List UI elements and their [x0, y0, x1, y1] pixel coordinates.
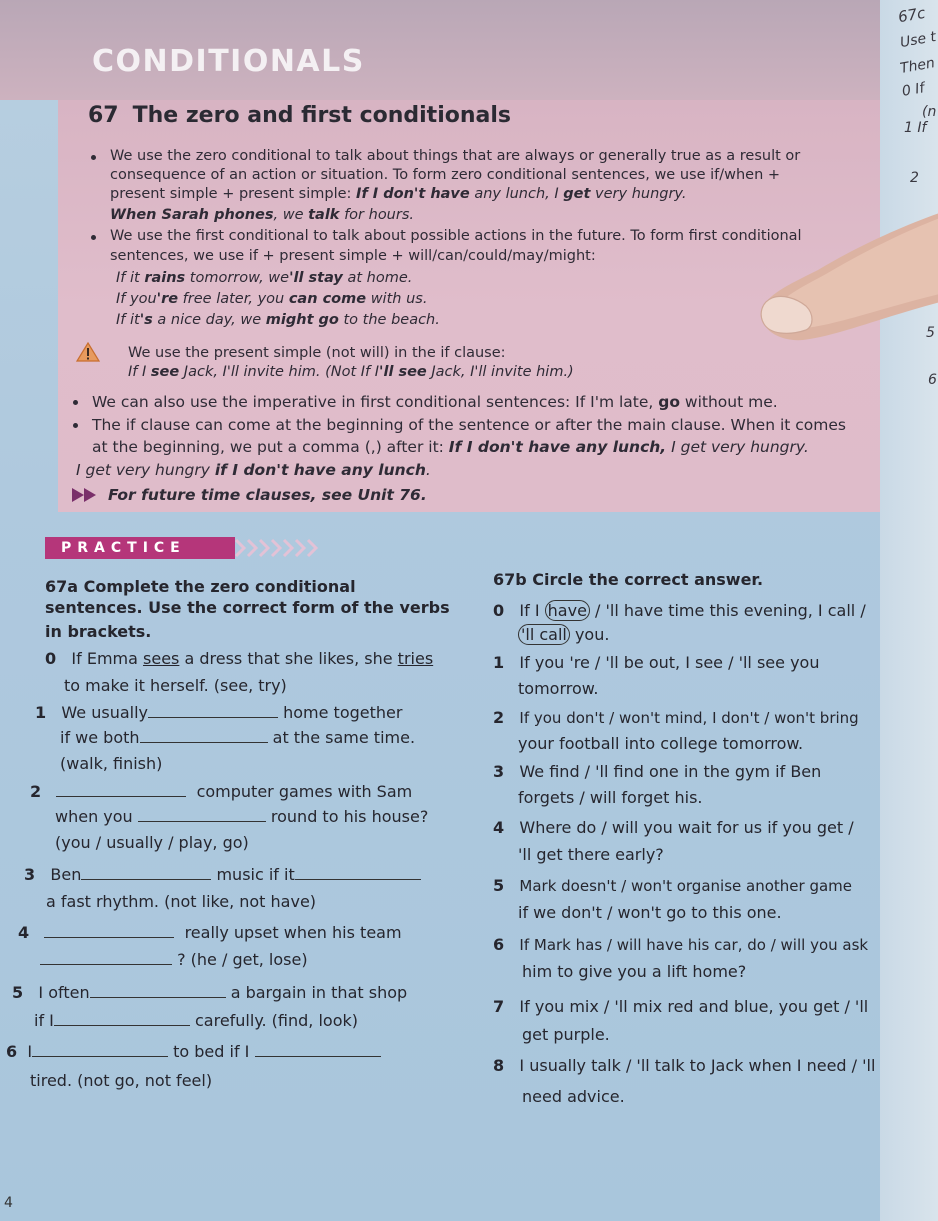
warning-example: If I see Jack, I'll invite him. (Not If I'll see Jack, I'll invite him.) [128, 364, 574, 380]
grammar-example: I get very hungry if I don't have any lunch. [76, 461, 431, 479]
grammar-example: When Sarah phones, we talk for hours. [110, 207, 415, 223]
answer-blank[interactable] [255, 1056, 381, 1057]
adjacent-page-text: Use t [898, 28, 938, 52]
adjacent-page [880, 0, 938, 1221]
ex67a-heading: 67a Complete the zero conditional [45, 577, 356, 596]
see-also-link[interactable]: For future time clauses, see Unit 76. [108, 486, 427, 504]
ex67a-item-5-cont: if I carefully. (find, look) [34, 1011, 358, 1030]
ex67a-item-2: 2 computer games with Sam [30, 782, 413, 801]
grammar-example: If you're free later, you can come with us. [116, 291, 428, 307]
practice-banner: PRACTICE [45, 537, 235, 559]
ex67b-item-7: 7 If you mix / 'll mix red and blue, you get / 'll [493, 997, 869, 1016]
grammar-line: consequence of an action or situation. To form zero conditional sentences, we use if/when + [110, 167, 781, 183]
ex67b-item-8-cont: need advice. [522, 1087, 625, 1106]
ex67a-item-1: 1 We usually home together [35, 703, 403, 722]
ex67b-item-6-cont: him to give you a lift home? [522, 962, 747, 981]
ex67b-item-6: 6 If Mark has / will have his car, do / will you ask [493, 935, 869, 954]
ex67a-heading-line: sentences. Use the correct form of the verbs [45, 598, 450, 617]
answer-blank[interactable] [138, 821, 266, 822]
adjacent-page-text: 67c [896, 3, 927, 27]
grammar-line: present simple + present simple: If I don't have any lunch, I get very hungry. [110, 186, 687, 202]
ex67b-item-8: 8 I usually talk / 'll talk to Jack when I need / 'll [493, 1056, 876, 1075]
ex67a-item-2-cont: when you round to his house? [55, 807, 429, 826]
unit-title: CONDITIONALS [92, 44, 365, 79]
ex67a-item-6: 6 I to bed if I [6, 1042, 381, 1061]
answer-blank[interactable] [140, 742, 268, 743]
ex67a-item-0: 0 If Emma sees a dress that she likes, she tries [45, 649, 434, 668]
answer-blank[interactable] [32, 1056, 168, 1057]
answer-blank[interactable] [295, 879, 421, 880]
grammar-example: If it rains tomorrow, we'll stay at home. [116, 270, 413, 286]
ex67b-item-2-cont: your football into college tomorrow. [518, 734, 804, 753]
ex67b-item-1-cont: tomorrow. [518, 679, 599, 698]
ex67a-item-5: 5 I often a bargain in that shop [12, 983, 408, 1002]
answer-blank[interactable] [40, 964, 172, 965]
ex67a-item-2-hint: (you / usually / play, go) [55, 833, 249, 852]
adjacent-page-text: 0 If [900, 80, 926, 100]
answer-blank[interactable] [56, 796, 186, 797]
ex67b-item-7-cont: get purple. [522, 1025, 610, 1044]
answer-blank[interactable] [90, 997, 226, 998]
adjacent-page-text: 2 [910, 170, 919, 186]
ex67a-item-1-cont: if we both at the same time. [60, 728, 416, 747]
chevrons-decoration-icon [232, 537, 392, 559]
section-heading: The zero and first conditionals [132, 103, 511, 128]
ex67b-item-0-cont: 'll call you. [518, 625, 609, 644]
adjacent-page-text: Then [898, 55, 937, 77]
section-title [88, 103, 511, 128]
grammar-line: sentences, we use if + present simple + will/can/could/may/might: [110, 248, 596, 264]
ex67b-item-1: 1 If you 're / 'll be out, I see / 'll see you [493, 653, 820, 672]
ex67a-item-0-cont: to make it herself. (see, try) [64, 676, 287, 695]
page-number: 4 [4, 1195, 13, 1211]
ex67a-item-6-hint: tired. (not go, not feel) [30, 1071, 213, 1090]
ex67b-item-4-cont: 'll get there early? [518, 845, 664, 864]
answer-blank[interactable] [44, 937, 174, 938]
warning-icon [76, 342, 100, 362]
ex67b-item-0: 0 If I have / 'll have time this evening, I call / [493, 601, 866, 620]
grammar-line: We use the zero conditional to talk about things that are always or generally true as a result or [110, 148, 801, 164]
grammar-line: at the beginning, we put a comma (,) after it: If I don't have any lunch, I get very hungry. [92, 438, 809, 456]
ex67b-item-2: 2 If you don't / won't mind, I don't / won't bring [493, 708, 859, 727]
section-number: 67 [88, 103, 119, 128]
ex67b-item-5: 5 Mark doesn't / won't organise another game [493, 876, 852, 895]
answer-blank[interactable] [148, 717, 278, 718]
ex67b-item-4: 4 Where do / will you wait for us if you get / [493, 818, 854, 837]
ex67a-item-4: 4 really upset when his team [18, 923, 402, 942]
ex67a-item-3-hint: a fast rhythm. (not like, not have) [46, 892, 317, 911]
adjacent-page-text: 5 [926, 325, 935, 341]
ex67b-item-3: 3 We find / 'll find one in the gym if Ben [493, 762, 822, 781]
answer-blank[interactable] [54, 1025, 190, 1026]
adjacent-page-text: 1 If [904, 120, 927, 136]
adjacent-page-text: 6 [928, 372, 937, 388]
warning-text: We use the present simple (not will) in the if clause: [128, 345, 506, 361]
grammar-line: The if clause can come at the beginning of the sentence or after the main clause. When it comes [92, 416, 846, 434]
grammar-example: If it's a nice day, we might go to the beach. [116, 312, 440, 328]
ex67b-heading: 67b Circle the correct answer. [493, 570, 764, 589]
ex67a-item-3: 3 Ben music if it [24, 865, 421, 884]
ex67b-item-3-cont: forgets / will forget his. [518, 788, 703, 807]
ex67a-item-4-cont: ? (he / get, lose) [40, 950, 308, 969]
grammar-line: We use the first conditional to talk about possible actions in the future. To form first conditional [110, 228, 802, 244]
ex67a-heading-line: in brackets. [45, 622, 152, 641]
fast-forward-icon [72, 488, 98, 502]
finger-image [748, 210, 938, 350]
answer-blank[interactable] [81, 879, 211, 880]
ex67a-item-1-hint: (walk, finish) [60, 754, 163, 773]
ex67b-item-5-cont: if we don't / won't go to this one. [518, 903, 782, 922]
adjacent-page-text: (n [922, 104, 937, 120]
grammar-line: We can also use the imperative in first conditional sentences: If I'm late, go without me. [92, 393, 778, 411]
